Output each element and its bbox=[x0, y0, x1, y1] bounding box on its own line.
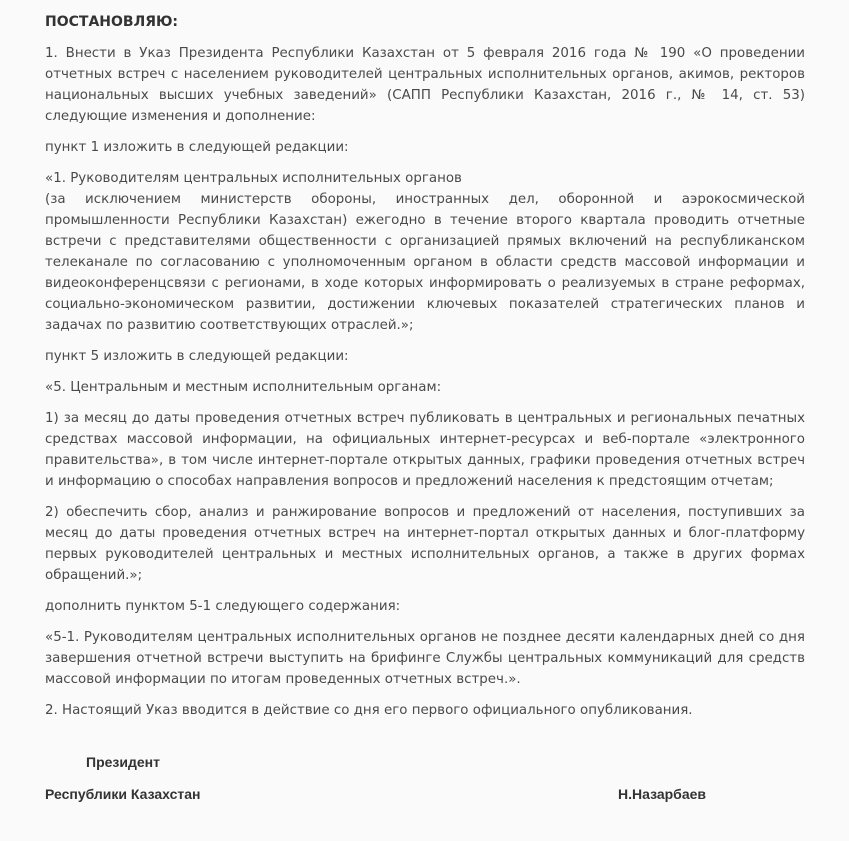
paragraph-point-5-1-intro: дополнить пунктом 5-1 следующего содержания: bbox=[45, 599, 401, 614]
paragraph-point-1-title: «1. Руководителям центральных исполнительных органов bbox=[45, 171, 462, 186]
signature-title-line-1 bbox=[45, 754, 805, 770]
paragraph-item-1: 1. Внести в Указ Президента Республики Казахстан от 5 февраля 2016 года № 190 «О проведении отчетных встреч с населением руководителей центральных исполнительных органов, акимов, ректоров национальных высших учебных заведений» (САПП Республики Казахстан, 2016 г., № 14, ст. 53) следующие изменения и дополнение: bbox=[45, 46, 805, 124]
paragraph-point-5-title: «5. Центральным и местным исполнительным органам: bbox=[45, 380, 442, 395]
decree-heading: ПОСТАНОВЛЯЮ: bbox=[45, 14, 179, 30]
paragraph-point-5-intro: пункт 5 изложить в следующей редакции: bbox=[45, 349, 349, 364]
paragraph-point-1-intro: пункт 1 изложить в следующей редакции: bbox=[45, 140, 349, 155]
signature-name: Н.Назарбаев bbox=[618, 786, 707, 802]
signature-president-label: Президент bbox=[86, 754, 160, 770]
paragraph-point-1-body: (за исключением министерств обороны, иностранных дел, оборонной и аэрокосмической промышленности Республики Казахстан) ежегодно в течение второго квартала проводить отчетные встречи с представителями общественности с организацией прямых включений на республиканском телеканале по согласованию с уполномоченным органом в области средств массовой информации и видеоконференцсвязи с регионами, в ходе которых информировать о реализуемых в стране реформах, социально-экономическом развитии, достижении ключевых показателей стратегических планов и задачах по развитию соответствующих отраслей.»; bbox=[45, 192, 805, 333]
signature-country-label: Республики Казахстан bbox=[45, 786, 201, 802]
paragraph-point-5-sub-2: 2) обеспечить сбор, анализ и ранжирование вопросов и предложений от населения, поступивших за месяц до даты проведения отчетных встреч на интернет-портал открытых данных и блог-платформу первых руководителей центральных и местных исполнительных органов, а также в других формах обращений.»; bbox=[45, 505, 805, 583]
paragraph-point-5-sub-1: 1) за месяц до даты проведения отчетных встреч публиковать в центральных и региональных печатных средствах массовой информации, на официальных интернет-ресурсах и веб-портале «электронного правительства», в том числе интернет-портале открытых данных, графики проведения отчетных встреч и информацию о способах направления вопросов и предложений населения к предстоящим отчетам; bbox=[45, 411, 805, 489]
paragraph-point-5-1-body: «5-1. Руководителям центральных исполнительных органов не позднее десяти календарных дней со дня завершения отчетной встречи выступить на брифинге Службы центральных коммуникаций для средств массовой информации по итогам проведенных отчетных встреч.». bbox=[45, 630, 805, 687]
paragraph-item-2: 2. Настоящий Указ вводится в действие со дня его первого официального опубликования. bbox=[45, 703, 693, 718]
decree-document bbox=[45, 12, 805, 731]
signature-title-line-2 bbox=[45, 786, 805, 802]
